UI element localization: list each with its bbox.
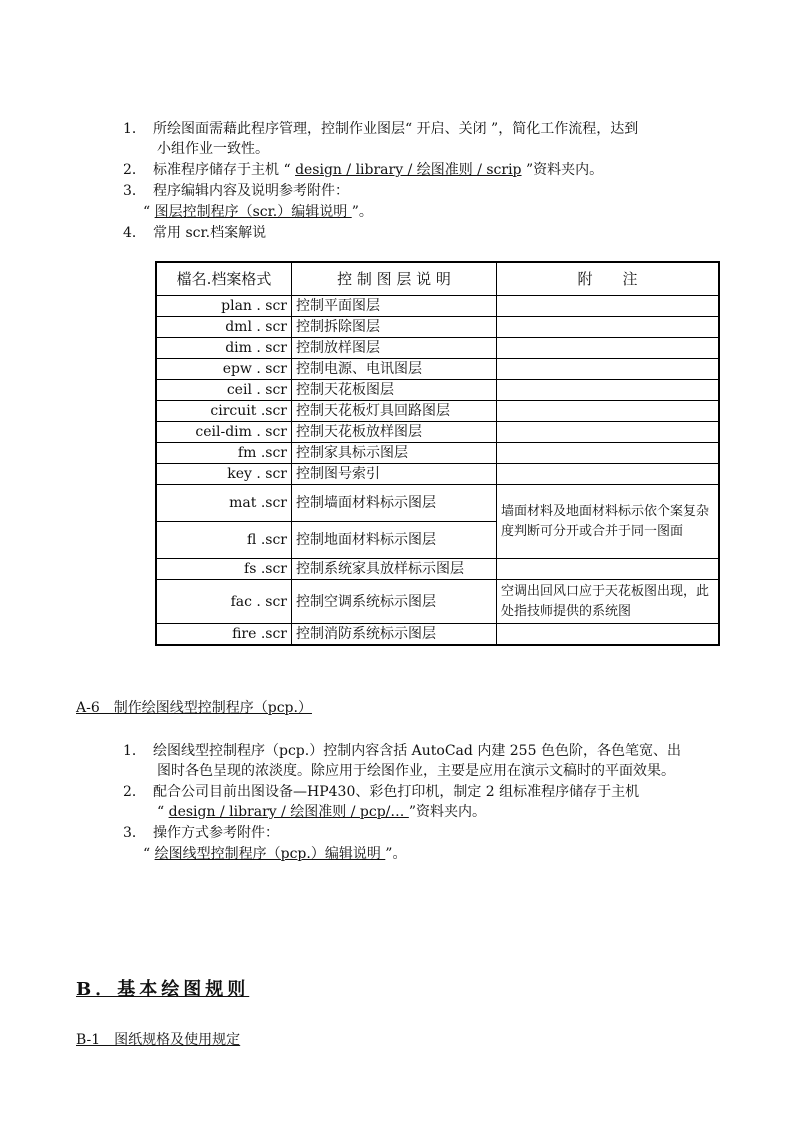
desc-cell: 控制消防系统标示图层	[292, 624, 497, 646]
table-row	[156, 485, 719, 522]
note-cell: 墙面材料及地面材料标示依个案复杂度判断可分开或合并于同一图面	[497, 485, 720, 559]
file-cell: circuit .scr	[156, 401, 292, 422]
list-text: ”资料夹内。	[408, 804, 487, 820]
list-text: 常用 scr.档案解说	[153, 225, 267, 241]
list-text: 绘图线型控制程序（pcp.）控制内容含括 AutoCad 内建 255 色色阶，各色笔宽、出	[153, 743, 681, 759]
list-item	[123, 180, 349, 200]
note-cell	[497, 296, 720, 317]
note-cell	[497, 464, 720, 485]
desc-cell: 控制平面图层	[292, 296, 497, 317]
note-cell	[497, 422, 720, 443]
attachment-link[interactable]: 绘图线型控制程序（pcp.）编辑说明	[154, 846, 386, 862]
file-cell: ceil-dim . scr	[156, 422, 292, 443]
desc-cell: 控制图号索引	[292, 464, 497, 485]
desc-cell: 控制电源、电讯图层	[292, 359, 497, 380]
file-cell: mat .scr	[156, 485, 292, 522]
quote-mark: “	[157, 804, 169, 820]
file-cell: ceil . scr	[156, 380, 292, 401]
list-number: 1．	[123, 743, 146, 759]
file-cell: fl .scr	[156, 522, 292, 559]
file-cell: epw . scr	[156, 359, 292, 380]
note-cell	[497, 401, 720, 422]
list-text-continued: 小组作业一致性。	[157, 141, 269, 157]
desc-cell: 控制放样图层	[292, 338, 497, 359]
desc-cell: 控制墙面材料标示图层	[292, 485, 497, 522]
list-number: 3．	[123, 183, 146, 199]
table-header-row	[156, 262, 719, 296]
table-row	[156, 422, 719, 443]
list-number: 2．	[123, 784, 146, 800]
list-item	[123, 781, 639, 801]
desc-cell: 控制拆除图层	[292, 317, 497, 338]
table-row	[156, 624, 719, 646]
desc-cell: 控制系统家具放样标示图层	[292, 559, 497, 580]
table-row	[156, 296, 719, 317]
table-row	[156, 464, 719, 485]
list-number: 2．	[123, 162, 146, 178]
list-text: 程序编辑内容及说明参考附件：	[153, 183, 349, 199]
file-cell: fac . scr	[156, 580, 292, 624]
table-row	[156, 443, 719, 464]
desc-cell: 控制天花板图层	[292, 380, 497, 401]
quote-mark: “	[143, 204, 155, 220]
table-header: 控 制 图 层 说 明	[292, 262, 497, 296]
folder-path-link[interactable]: design / library / 绘图准则 / scrip	[295, 162, 522, 178]
table-row	[156, 580, 719, 624]
folder-path-link[interactable]: design / library / 绘图准则 / pcp/…	[168, 804, 409, 820]
table-row	[156, 401, 719, 422]
attachment-reference	[143, 843, 406, 863]
file-cell: key . scr	[156, 464, 292, 485]
table-row	[156, 359, 719, 380]
file-cell: plan . scr	[156, 296, 292, 317]
note-cell: 空调出回风口应于天花板图出现，此处指技师提供的系统图	[497, 580, 720, 624]
file-cell: fire .scr	[156, 624, 292, 646]
list-number: 1．	[123, 121, 146, 137]
desc-cell: 控制空调系统标示图层	[292, 580, 497, 624]
file-cell: dml . scr	[156, 317, 292, 338]
note-cell	[497, 559, 720, 580]
list-item	[123, 822, 279, 842]
attachment-link[interactable]: 图层控制程序（scr.）编辑说明	[154, 204, 352, 220]
note-cell	[497, 317, 720, 338]
list-text-continued: 图时各色呈现的浓淡度。除应用于绘图作业，主要是应用在演示文稿时的平面效果。	[157, 763, 675, 779]
note-cell	[497, 443, 720, 464]
list-item	[123, 222, 266, 242]
list-text: 操作方式参考附件：	[153, 825, 279, 841]
subsection-heading-b1: B-1 图纸规格及使用规定	[76, 1032, 241, 1048]
note-cell	[497, 359, 720, 380]
table-row	[156, 338, 719, 359]
table-row	[156, 559, 719, 580]
quote-mark: ”。	[351, 204, 373, 220]
note-cell	[497, 338, 720, 359]
list-text: ”资料夹内。	[521, 162, 604, 178]
file-cell: fs .scr	[156, 559, 292, 580]
file-cell: dim . scr	[156, 338, 292, 359]
file-cell: fm .scr	[156, 443, 292, 464]
list-text: 标准程序储存于主机 “	[153, 162, 296, 178]
table-row	[156, 380, 719, 401]
table-row	[156, 317, 719, 338]
desc-cell: 控制家具标示图层	[292, 443, 497, 464]
folder-path-line	[157, 801, 486, 821]
table-header: 附 注	[497, 262, 720, 296]
desc-cell: 控制天花板灯具回路图层	[292, 401, 497, 422]
table-header: 檔名.档案格式	[156, 262, 292, 296]
desc-cell: 控制地面材料标示图层	[292, 522, 497, 559]
list-item	[123, 740, 681, 760]
note-cell	[497, 380, 720, 401]
quote-mark: ”。	[385, 846, 407, 862]
list-number: 4．	[123, 225, 146, 241]
note-cell	[497, 624, 720, 646]
list-text: 配合公司目前出图设备—HP430、彩色打印机，制定 2 组标准程序储存于主机	[153, 784, 640, 800]
quote-mark: “	[143, 846, 155, 862]
desc-cell: 控制天花板放样图层	[292, 422, 497, 443]
section-heading-b: B．基本绘图规则	[76, 979, 250, 1000]
scr-file-table	[155, 261, 720, 646]
list-number: 3．	[123, 825, 146, 841]
list-item	[123, 118, 638, 138]
list-text: 所绘图面需藉此程序管理，控制作业图层“ 开启、关闭 ”，简化工作流程，达到	[153, 121, 639, 137]
list-item	[123, 159, 603, 179]
section-heading-a6: A-6 制作绘图线型控制程序（pcp.）	[76, 700, 312, 716]
attachment-reference	[143, 201, 373, 221]
